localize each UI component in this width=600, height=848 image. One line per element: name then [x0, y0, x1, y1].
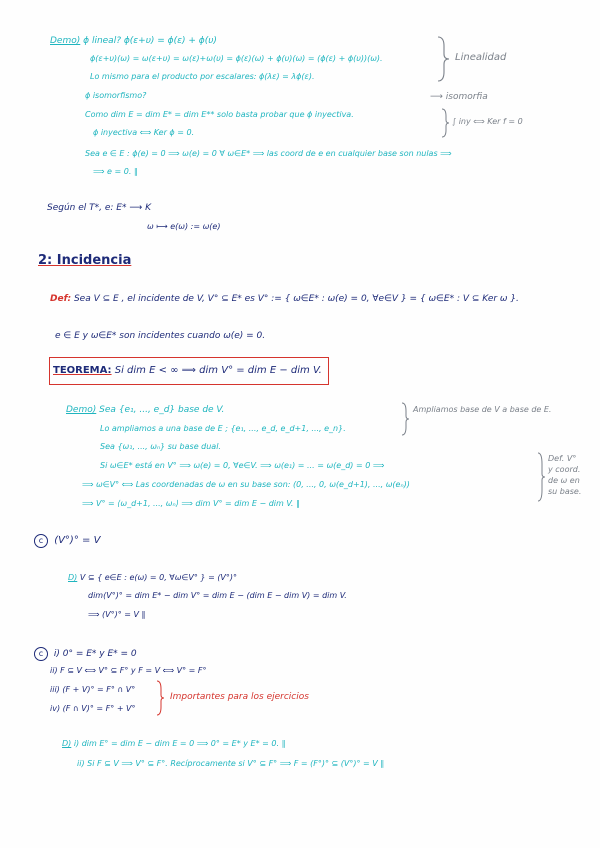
demo3-line1: [68, 574, 237, 582]
side-note-def-line1: Def. V°: [548, 454, 577, 463]
side-note-isomorfia: ⟶ isomorfia: [430, 92, 488, 102]
demo-label: Demo): [66, 405, 97, 415]
brace-icon: [155, 680, 165, 716]
demo2-line2: Lo ampliamos a una base de E ; {e₁, ..., e_d, e_d+1, ..., e_n}.: [100, 424, 346, 433]
theorem-line: [53, 366, 322, 376]
demo1-line3: Lo mismo para el producto por escalares: ϕ(λε) = λϕ(ε).: [90, 72, 315, 81]
brace-icon: [440, 108, 450, 138]
brace-icon: [436, 36, 450, 82]
corollary2-line4: iv) (F ∩ V)° = F° + V°: [50, 704, 136, 713]
important-note: Importantes para los ejercicios: [170, 692, 309, 702]
segun-line2: ω ⟼ e(ω) := ω(e): [147, 222, 221, 231]
theorem-label: TEOREMA:: [53, 365, 112, 376]
demo3-line2: dim(V°)° = dim E* − dim V° = dim E − (dim E − dim V) = dim V.: [88, 591, 347, 600]
brace-icon: [400, 402, 410, 436]
demo1-line6: ϕ inyectiva ⟺ Ker ϕ = 0.: [93, 128, 195, 137]
demo2-line1: [66, 406, 224, 415]
demo-label: Demo): [50, 36, 81, 46]
side-note-def-line2: y coord.: [548, 465, 581, 474]
side-note-injective: ∫ iny ⟺ Ker f = 0: [452, 117, 523, 126]
demo2-line6: ⟹ V° = ⟨ω_d+1, ..., ωₙ⟩ ⟹ dim V° = dim E − dim V. ∥: [82, 499, 300, 508]
demo2-line5: ⟹ ω∈V° ⟺ Las coordenadas de ω en su base son: (0, ..., 0, ω(e_d+1), ..., ω(eₙ)): [82, 480, 410, 489]
side-note-linealidad: Linealidad: [455, 52, 507, 63]
demo4-line2: ii) Si F ⊆ V ⟹ V° ⊆ F°. Recíprocamente si V° ⊆ F° ⟹ F = (F°)° ⊆ (V°)° = V ∥: [77, 759, 385, 768]
side-note-def-line3: de ω en: [548, 476, 580, 485]
side-note-ampliamos: Ampliamos base de V a base de E.: [413, 405, 552, 414]
demo1-line8: ⟹ e = 0. ∥: [93, 167, 138, 176]
brace-icon: [536, 452, 546, 502]
demo4-line1: [62, 740, 286, 748]
def-text1: Sea V ⊆ E , el incidente de V, V° ⊆ E* es V° := { ω∈E* : ω(e) = 0, ∀e∈V } = { ω∈E* : V ⊆ Ker ω }.: [73, 294, 519, 304]
corollary-c-icon: c: [34, 647, 48, 661]
theorem-text: Si dim E < ∞ ⟹ dim V° = dim E − dim V.: [114, 365, 322, 376]
demo-label: D): [62, 739, 72, 748]
corollary2-line1: [34, 647, 137, 661]
demo2-text1: Sea {e₁, ..., e_d} base de V.: [99, 405, 225, 415]
def-line2: e ∈ E y ω∈E* son incidentes cuando ω(e) = 0.: [55, 331, 266, 341]
corollary1-text: (V°)° = V: [54, 535, 101, 546]
corollary2-line2: ii) F ⊆ V ⟺ V° ⊆ F° y F = V ⟺ V° = F°: [50, 666, 207, 675]
demo2-line4: Si ω∈E* está en V° ⟹ ω(e) = 0, ∀e∈V. ⟹ ω(e₁) = ... = ω(e_d) = 0 ⟹: [100, 461, 385, 470]
def-line1: [50, 295, 519, 304]
def-label: Def:: [50, 294, 72, 304]
corollary-c-icon: c: [34, 534, 48, 548]
side-note-def-line4: su base.: [548, 487, 582, 496]
corollary2-text1: i) 0° = E* y E* = 0: [53, 649, 137, 659]
demo1-line7: Sea e ∈ E : ϕ(e) = 0 ⟹ ω(e) = 0 ∀ ω∈E* ⟹ las coord de e en cualquier base son nulas ⟹: [85, 149, 452, 158]
demo-label: D): [68, 573, 78, 582]
section-heading: 2: Incidencia: [38, 253, 132, 268]
demo2-line3: Sea {ω₁, ..., ωₙ} su base dual.: [100, 442, 221, 451]
demo1-line2: ϕ(ε+υ)(ω) = ω(ε+υ) = ω(ε)+ω(υ) = ϕ(ε)(ω) + ϕ(υ)(ω) = (ϕ(ε) + ϕ(υ))(ω).: [90, 54, 383, 63]
demo3-line3: ⟹ (V°)° = V ∥: [88, 610, 146, 619]
segun-line1: Según el T*, e: E* ⟶ K: [47, 203, 151, 213]
demo4-text1: i) dim E° = dim E − dim E = 0 ⟹ 0° = E* y E* = 0. ∥: [73, 739, 286, 748]
demo1-line4: ϕ isomorfismo?: [85, 91, 147, 100]
demo3-text1: V ⊆ { e∈E : e(ω) = 0, ∀ω∈V° } = (V°)°: [79, 573, 238, 582]
corollary1: [34, 534, 100, 548]
demo1-line1: [50, 37, 217, 46]
demo1-text1: ϕ lineal? ϕ(ε+υ) = ϕ(ε) + ϕ(υ): [83, 36, 217, 46]
demo1-line5: Como dim E = dim E* = dim E** solo basta probar que ϕ inyectiva.: [85, 110, 354, 119]
corollary2-line3: iii) (F + V)° = F° ∩ V°: [50, 685, 136, 694]
